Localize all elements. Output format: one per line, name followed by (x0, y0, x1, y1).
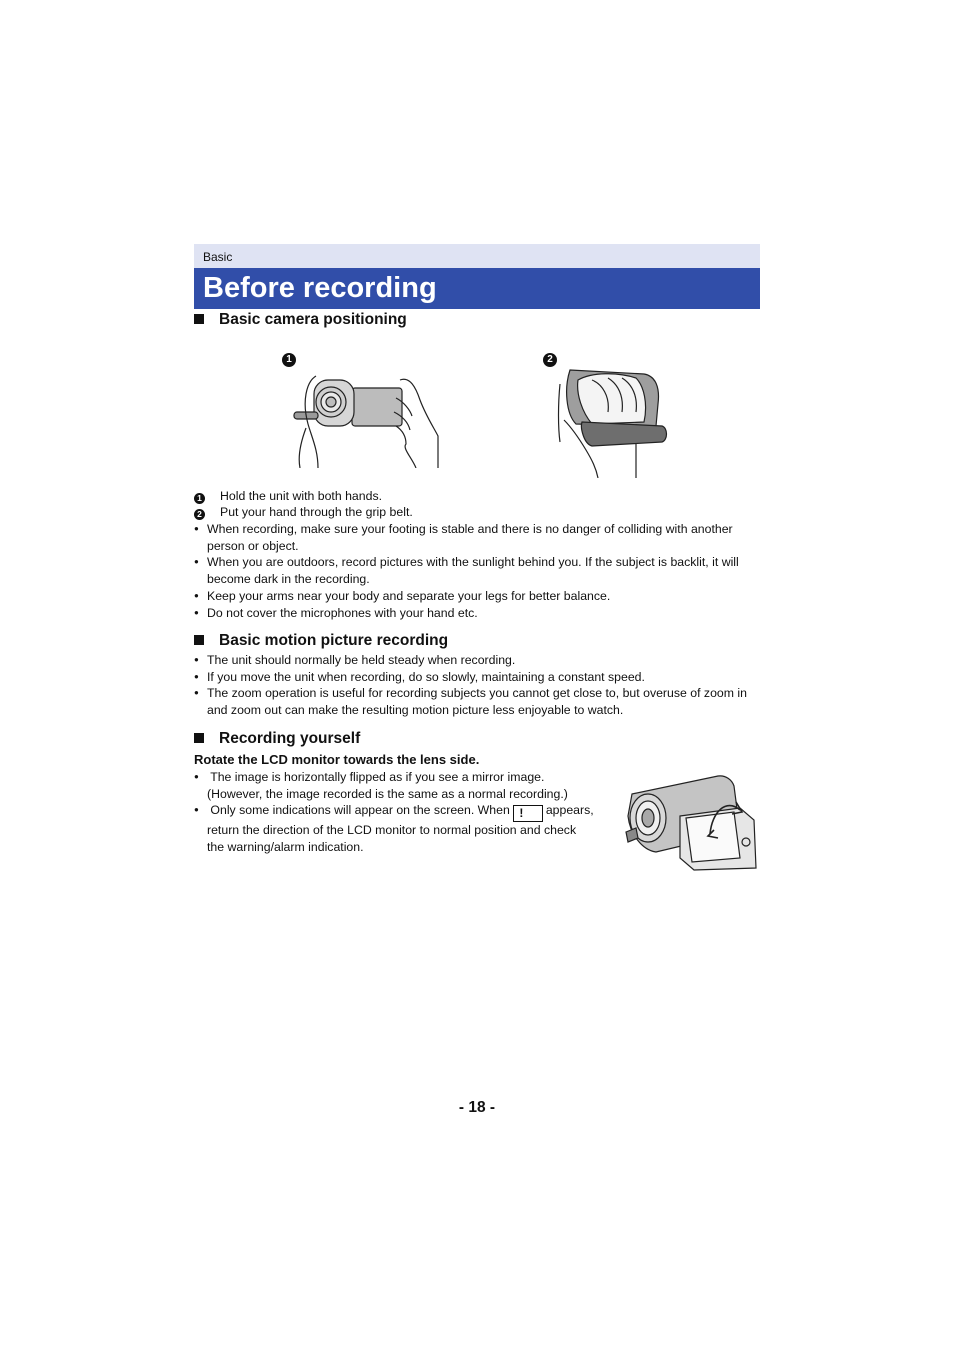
breadcrumb: Basic (203, 250, 233, 264)
square-bullet-icon (194, 733, 204, 743)
list-item: ● The zoom operation is useful for recording subjects you cannot get close to, but overuse of zoom in and zoom out can make the resulting motion picture less enjoyable to watch. (194, 685, 762, 718)
section-heading-motion: Basic motion picture recording (194, 632, 448, 650)
positioning-note-2: 2 Put your hand through the grip belt. (194, 504, 760, 521)
list-item: ● The unit should normally be held steady when recording. (194, 652, 762, 669)
list-item: ● Keep your arms near your body and separate your legs for better balance. (194, 588, 762, 605)
self-bullets (194, 769, 614, 856)
positioning-bullets (194, 521, 762, 621)
section-heading-positioning: Basic camera positioning (194, 311, 407, 329)
self-instruction: Rotate the LCD monitor towards the lens side. (194, 752, 480, 767)
breadcrumb-bar (194, 244, 760, 268)
list-item: ● Do not cover the microphones with your hand etc. (194, 605, 762, 622)
warning-indicator-icon: ! (513, 805, 543, 822)
list-item: ● When you are outdoors, record pictures with the sunlight behind you. If the subject is backlit, it will become dark in the recording. (194, 554, 762, 587)
figure-label-1: 1 (282, 353, 296, 367)
figure-label-2: 2 (543, 353, 557, 367)
list-item: ● When recording, make sure your footing is stable and there is no danger of colliding with another person or object. (194, 521, 762, 554)
two-hands-illustration (288, 372, 444, 468)
motion-bullets (194, 652, 762, 719)
list-item: ● The image is horizontally flipped as if you see a mirror image. (However, the image recorded is the same as a normal recording.) (194, 769, 614, 802)
section-heading-self: Recording yourself (194, 730, 360, 748)
list-item: ● If you move the unit when recording, do so slowly, maintaining a constant speed. (194, 669, 762, 686)
page-number: - 18 - (458, 1099, 496, 1116)
square-bullet-icon (194, 635, 204, 645)
positioning-note-1: 1 Hold the unit with both hands. (194, 488, 760, 505)
circled-number-1: 1 (194, 493, 205, 504)
grip-belt-illustration (552, 364, 672, 478)
list-item: ● Only some indications will appear on the screen. When ! appears, return the direction of the LCD monitor to normal position and check the warning/alarm indication. (194, 802, 614, 855)
page-title: Before recording (203, 272, 437, 304)
square-bullet-icon (194, 314, 204, 324)
camcorder-rotated-lcd-illustration (622, 772, 762, 874)
circled-number-2: 2 (194, 509, 205, 520)
